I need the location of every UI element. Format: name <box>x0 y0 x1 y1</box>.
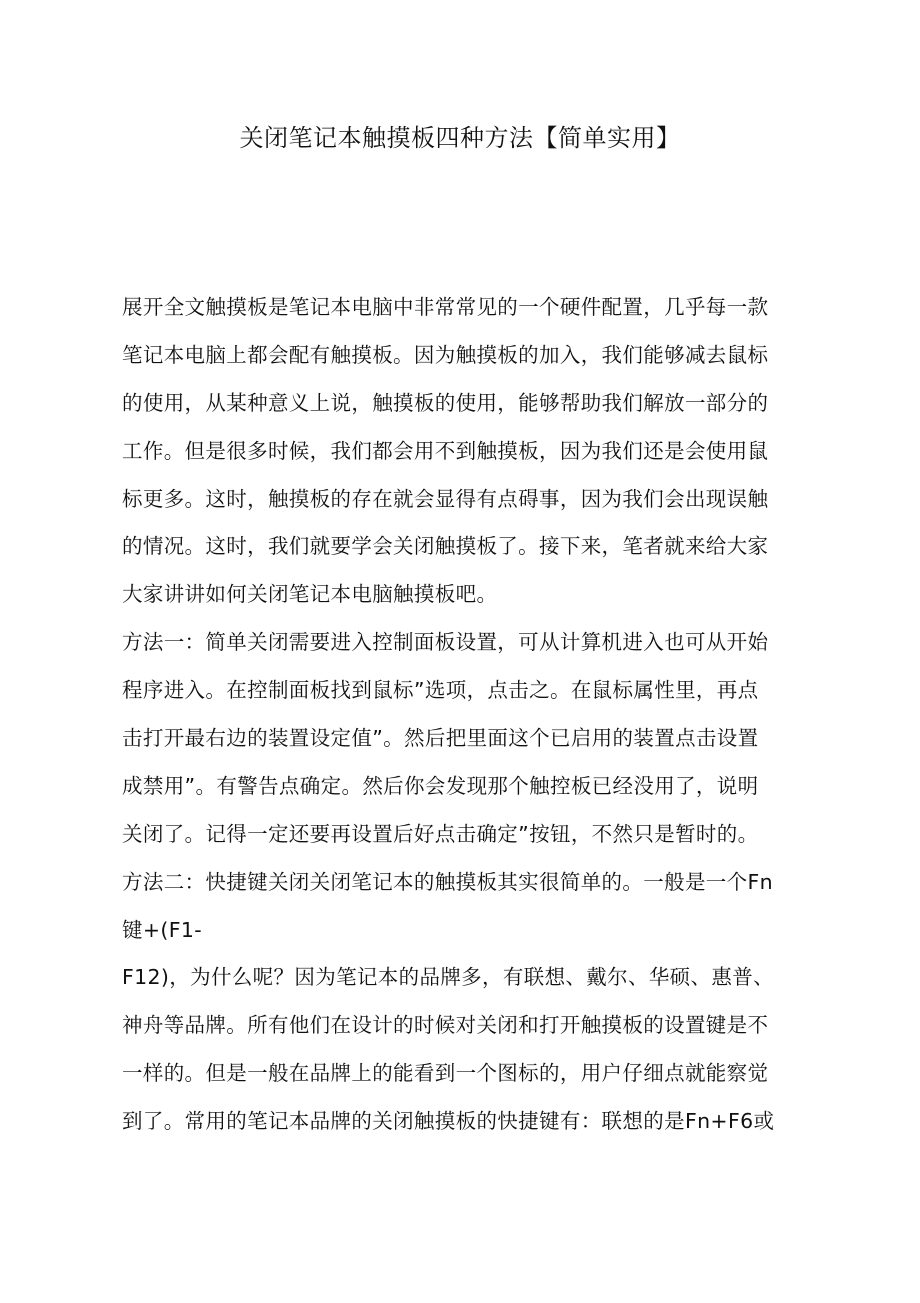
body-line: 神舟等品牌。所有他们在设计的时候对关闭和打开触摸板的设置键是不 <box>122 1013 769 1038</box>
body-line: 的情况。这时，我们就要学会关闭触摸板了。接下来，笔者就来给大家 <box>122 534 769 559</box>
body-line: 成禁用”。有警告点确定。然后你会发现那个触控板已经没用了，说明 <box>122 773 759 798</box>
body-line: 方法一：简单关闭需要进入控制面板设置，可从计算机进入也可从开始 <box>122 630 769 655</box>
body-line: 键+(F1- <box>122 917 203 942</box>
body-line: 一样的。但是一般在品牌上的能看到一个图标的，用户仔细点就能察觉 <box>122 1061 769 1086</box>
body-line: 方法二：快捷键关闭关闭笔记本的触摸板其实很简单的。一般是一个Fn <box>122 869 773 894</box>
body-line: 程序进入。在控制面板找到鼠标”选项，点击之。在鼠标属性里，再点 <box>122 678 759 703</box>
document-title: 关闭笔记本触摸板四种方法【简单实用】 <box>239 124 681 152</box>
body-line: 到了。常用的笔记本品牌的关闭触摸板的快捷键有：联想的是Fn+F6或 <box>122 1109 775 1134</box>
document-body <box>122 284 822 1146</box>
body-line: 展开全文触摸板是笔记本电脑中非常常见的一个硬件配置，几乎每一款 <box>122 295 769 319</box>
body-line: 标更多。这时，触摸板的存在就会显得有点碍事，因为我们会出现误触 <box>122 486 769 511</box>
body-line: 工作。但是很多时候，我们都会用不到触摸板，因为我们还是会使用鼠 <box>122 438 769 463</box>
body-line: 关闭了。记得一定还要再设置后好点击确定”按钮，不然只是暂时的。 <box>122 821 759 846</box>
body-line: 大家讲讲如何关闭笔记本电脑触摸板吧。 <box>122 582 498 607</box>
body-line: 的使用，从某种意义上说，触摸板的使用，能够帮助我们解放一部分的 <box>122 390 769 415</box>
body-line: F12)，为什么呢？因为笔记本的品牌多，有联想、戴尔、华硕、惠普、 <box>122 965 774 990</box>
body-line: 击打开最右边的装置设定值”。然后把里面这个已启用的装置点击设置 <box>122 726 759 751</box>
body-line: 笔记本电脑上都会配有触摸板。因为触摸板的加入，我们能够减去鼠标 <box>122 342 769 367</box>
